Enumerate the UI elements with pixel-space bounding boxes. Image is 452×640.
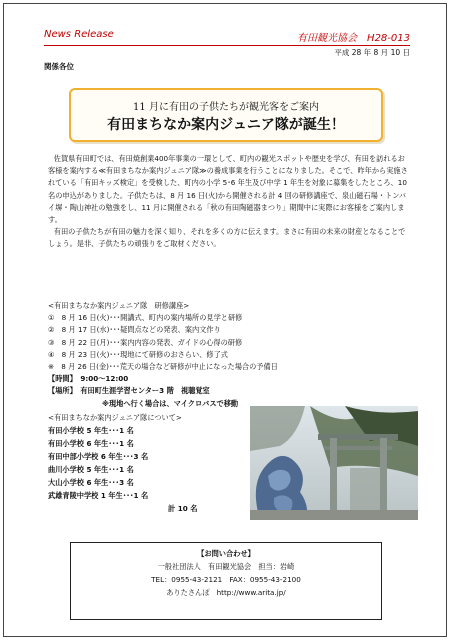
participants-total: 計 10 名 bbox=[168, 504, 198, 513]
participant-item: 武雄青陵中学校 1 年生･･･1 名 bbox=[48, 491, 149, 500]
body-paragraph-2: 有田の子供たちが有田の魅力を深く知り、それを多くの方に伝えます。まさに有田の未来の財産となることでしょう。是非、子供たちの頑張りをご取材ください。 bbox=[48, 227, 406, 249]
schedule-note: ※現地へ行く場合は、マイクロバスで移動 bbox=[102, 398, 239, 408]
title-main: 有田まちなか案内ジュニア隊が誕生！ bbox=[107, 117, 345, 133]
schedule-place: 【場所】 有田町生涯学習センター3 階 視聴覚室 bbox=[48, 386, 210, 396]
contact-organization: 一般社団法人 有田観光協会 担当：岩崎 bbox=[157, 562, 295, 571]
shrine-photo-illustration bbox=[250, 406, 418, 520]
contact-phone-fax: TEL：0955-43-2121 FAX：0955-43-2100 bbox=[151, 575, 301, 584]
schedule-item: ④ 8 月 23 日(火)･･･現地にて研修のおさらい、修了式 bbox=[48, 349, 228, 359]
title-box bbox=[69, 88, 383, 142]
participant-item: 曲川小学校 5 年生･･･1 名 bbox=[48, 465, 134, 474]
participant-list bbox=[48, 411, 258, 515]
title-subline: 11 月に有田の子供たちが観光客をご案内 bbox=[133, 102, 319, 113]
news-release-header bbox=[44, 29, 410, 46]
contact-box bbox=[70, 542, 382, 620]
participant-item: 大山小学校 6 年生･･･3 名 bbox=[48, 478, 134, 487]
schedule-item: ③ 8 月 22 日(月)･･･案内内容の発表、ガイドの心得の研修 bbox=[48, 337, 243, 347]
schedule-time: 【時間】 9:00～12:00 bbox=[48, 374, 129, 384]
participant-item: 有田小学校 6 年生･･･1 名 bbox=[48, 439, 134, 448]
header-document-number: 有田観光協会 H28-013 bbox=[297, 33, 410, 44]
schedule-heading: <有田まちなか案内ジュニア隊 研修講座> bbox=[48, 301, 190, 310]
contact-heading: 【お問い合わせ】 bbox=[197, 549, 255, 558]
schedule-item: ① 8 月 16 日(火)･･･開講式、町内の案内場所の見学と研修 bbox=[48, 313, 243, 323]
training-schedule bbox=[48, 300, 308, 410]
header-label: News Release bbox=[44, 29, 114, 40]
shrine-photo bbox=[250, 406, 418, 520]
participants-heading: <有田まちなか案内ジュニア隊について> bbox=[48, 413, 182, 422]
contact-website: ありたさんぽ http://www.arita.jp/ bbox=[166, 588, 286, 597]
body-text bbox=[48, 153, 410, 251]
schedule-item: ② 8 月 17 日(水)･･･疑問点などの発表、案内文作り bbox=[48, 325, 221, 335]
addressee: 関係各位 bbox=[44, 62, 74, 71]
schedule-item: ※ 8 月 26 日(金)･･･荒天の場合など研修が中止になった場合の予備日 bbox=[48, 362, 278, 372]
participant-item: 有田中部小学校 6 年生･･･3 名 bbox=[48, 452, 149, 461]
participant-item: 有田小学校 5 年生･･･1 名 bbox=[48, 426, 134, 435]
body-paragraph-1: 佐賀県有田町では、有田焼創業400年事業の一環として、町内の観光スポットや歴史を学び、有田を訪れるお客様を案内する≪有田まちなか案内ジュニア隊≫の養成事業を行うことになりました。そこで、昨年から実施されている「有田キッズ検定」を受検した、町内の小学 5･6 年生及び中学 1 年生を対象に募集をしたところ、10 名の申込がありました。子供たちは、8 月 16 日(火)から開催される計 4 回の研修講座で、泉山磁石場・トンバイ塀・陶山神社の勉強をし、11 月に開催される「秋の有田陶磁器まつり」期間中に実際にお客様をご案内します。 bbox=[48, 154, 408, 225]
issue-date: 平成 28 年 8 月 10 日 bbox=[334, 48, 410, 57]
